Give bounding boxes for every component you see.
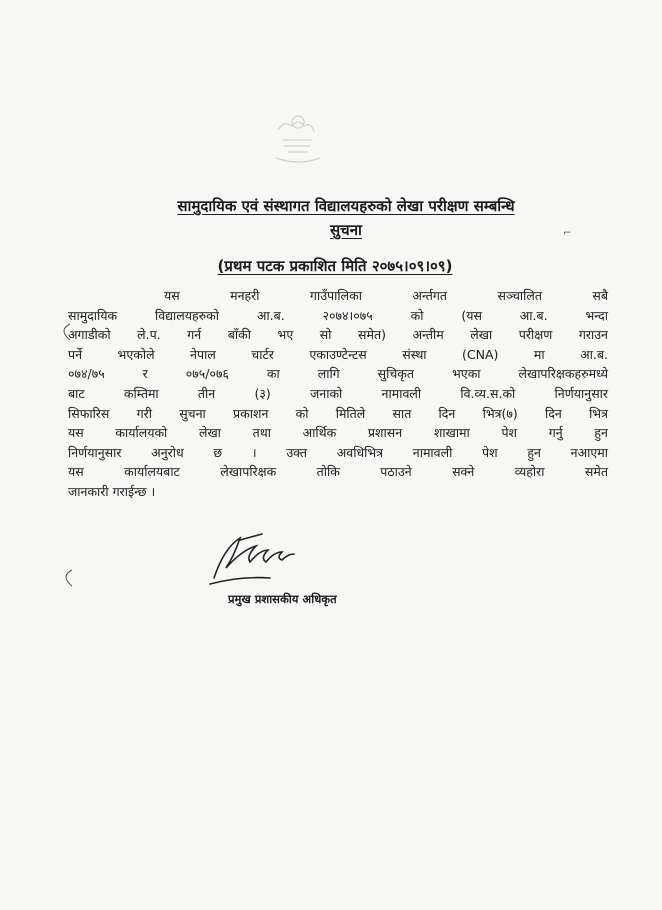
body-line: यस कार्यालयबाट लेखापरिक्षक तोकि पठाउने सक्ने व्यहोरा समेत (68, 464, 608, 480)
notice-body (68, 286, 608, 502)
body-line: निर्णयानुसार अनुरोध छ । उक्त अवधिभित्र नामावली पेश हुन नआएमा (68, 444, 608, 460)
body-line: सामुदायिक विद्यालयहरुको आ.ब. २०७४।०७५ को (यस आ.ब. भन्दा (68, 307, 608, 323)
body-line: बाट कम्तिमा तीन (३) जनाको नामावली वि.व्य.स.को निर्णयानुसार (68, 385, 608, 401)
body-line: यस मनहरी गाउँपालिका अर्न्तगत सञ्चालित सबै (164, 288, 608, 303)
notice-title (96, 194, 596, 242)
body-line: अगाडीको ले.प. गर्न बाँकी भए सो समेत) अन्तीम लेखा परीक्षण गराउन (68, 327, 608, 343)
office-seal-icon (258, 100, 338, 170)
body-line: यस कार्यालयको लेखा तथा आर्थिक प्रशासन शाखामा पेश गर्नु हुन (68, 425, 608, 441)
body-line: पर्ने भएकोले नेपाल चार्टर एकाउण्टेन्टस संस्था (CNA) मा आ.ब. (68, 346, 608, 362)
body-line: जानकारी गराईन्छ । (68, 483, 156, 499)
signatory-title: प्रमुख प्रशासकीय अधिकृत (228, 592, 337, 606)
signature-icon (200, 520, 320, 590)
tick-mark-icon: ⌐ (563, 228, 572, 239)
body-line: सिफारिस गरी सुचना प्रकाशन को मितिले सात दिन भित्र(७) दिन भित्र (68, 405, 608, 421)
published-date: (प्रथम पटक प्रकाशित मिति २०७५।०९।०९) (217, 257, 453, 275)
notice-title-line-2: सुचना (330, 221, 362, 239)
bracket-mark-icon (56, 568, 78, 588)
body-line: ०७४/७५ र ०७५/०७६ का लागि सुचिकृत भएका लेखापरिक्षकहरुमध्ये (68, 366, 608, 382)
notice-title-line-1: सामुदायिक एवं संस्थागत विद्यालयहरुको लेखा परीक्षण सम्बन्धि (177, 197, 515, 215)
